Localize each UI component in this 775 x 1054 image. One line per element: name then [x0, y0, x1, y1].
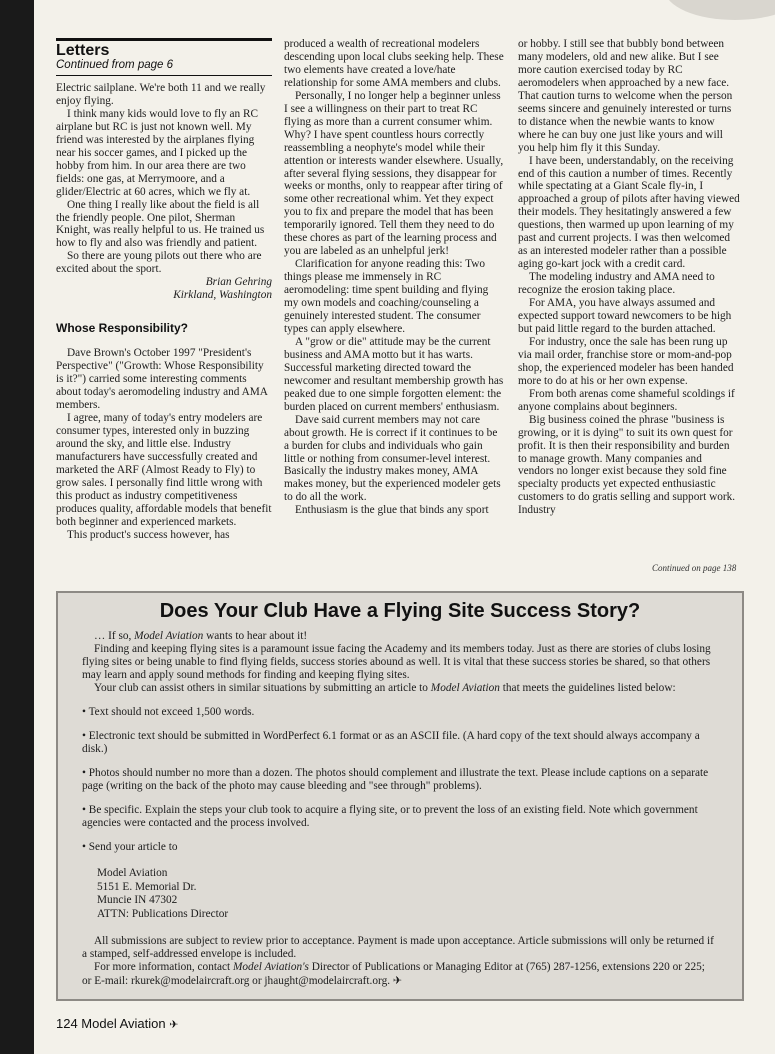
callout-intro-prefix: … If so,: [94, 630, 135, 642]
contact-suffix: Director of Publications or Managing Editor at (765) 287-1256, extensions 220 or 225;: [308, 961, 705, 973]
letters-rule: [56, 38, 272, 41]
article-paragraph: Personally, I no longer help a beginner unless I see a willingness on their part to treat RC flying as more than a current consumer whim. Why? I have spent countless hours correctly reassembling a neophyte's model while their attention or interests wander elsewhere. Usually, after several flying sessions, they disappear for weeks or months, only to reappear after tiring of some other recreational whim. Yet they expect you to fix and prepare the model that has been temporarily ignored. Tell them they need to do these chores as part of the learning process and you are labeled as an unhelpful jerk!: [284, 89, 504, 258]
guideline-bullet: • Electronic text should be submitted in WordPerfect 6.1 format or as an ASCII file. (A hard copy of the text should always accompany a disk.): [82, 730, 700, 755]
callout-title: Does Your Club Have a Flying Site Success Story?: [159, 600, 641, 622]
article-paragraph: produced a wealth of recreational modelers descending upon local clubs seeking help. These two elements have created a love/hate relationship for some AMA members and clubs.: [284, 38, 504, 89]
article-paragraph: For industry, once the sale has been rung up via mail order, franchise store or mom-and-pop shop, the experienced modeler has been handed more to do at his or her own expense.: [518, 335, 734, 387]
article-paragraph: A "grow or die" attitude may be the current business and AMA motto but it has warts. Successful marketing directed toward the newcomer and resultant membership growth has peaked due to one simple forgotten element: the burden placed on current members' enthusiasm.: [284, 335, 504, 413]
letter-paragraph: I think many kids would love to fly an RC airplane but RC is just not known well. My friend was interested by the airplanes flying near his soccer games, and I picked up the hobby from him. In our area there are two fields: one gas, at Merrymoore, and a glider/Electric at 60 acres, which we fly at.: [56, 107, 259, 198]
article-paragraph: Dave Brown's October 1997 "President's Perspective" ("Growth: Whose Responsibility is it?") carried some interesting comments about today's aeromodeling industry and AMA members.: [56, 347, 268, 412]
callout-para2-suffix: that meets the guidelines listed below:: [499, 682, 676, 694]
callout-para2-magazine: Model Aviation: [430, 682, 500, 694]
page-folio: [56, 1016, 178, 1031]
guideline-bullet: • Text should not exceed 1,500 words.: [82, 706, 255, 718]
address-line: 5151 E. Memorial Dr.: [97, 880, 197, 893]
article-paragraph: From both arenas come shameful scoldings if anyone complains about beginners.: [518, 387, 735, 413]
article-paragraph: I agree, many of today's entry modelers are consumer types, interested only in buzzing around the sky, and little else. Industry manufacturers have successfully created and marketed the ARF (Almost Ready to Fly) to grow sales. I personally find little wrong with this product as industry competitiveness produces quality, affordable models that benefit both beginner and experienced markets.: [56, 412, 272, 528]
letter-signature-place: Kirkland, Washington: [173, 289, 272, 302]
callout-paragraph: Finding and keeping flying sites is a paramount issue facing the Academy and its members today. Just as there are stories of clubs losing flying sites or being unable to find flying fields, success stories abound as well. It is vital that these success stories be shared, so that others may learn and apply sound methods for finding and keeping flying sites.: [82, 643, 711, 681]
article-heading: Whose Responsibility?: [56, 321, 189, 336]
article-paragraph: Dave said current members may not care about growth. He is correct if it continues to be a burden for clubs and individuals who gain little or nothing from consumer-level interest. Basically the industry makes money, AMA makes money, but the experienced modeler gets to do all the work.: [284, 413, 501, 504]
address-line: ATTN: Publications Director: [97, 907, 229, 920]
letter-paragraph: Electric sailplane. We're both 11 and we really enjoy flying.: [56, 82, 266, 107]
article-paragraph: or hobby. I still see that bubbly bond between many modelers, old and new alike. But I see more caution exercised today by RC aeromodelers when approached by a new face. That caution turns to welcome when the person seems sincere and genuinely interested or turns to distance when the newbie wants to know where he can buy one just like yours and will you help him fly it this Sunday.: [518, 38, 733, 154]
mailing-address: [97, 867, 718, 921]
contact-info: [82, 961, 718, 974]
letters-title: Letters: [56, 42, 110, 59]
contact-email: [82, 974, 718, 988]
address-line: Model Aviation: [97, 867, 168, 879]
airplane-icon: ✈: [169, 1018, 179, 1031]
airplane-icon: ✈: [392, 974, 403, 987]
article-paragraph: Clarification for anyone reading this: Two things please me immensely in RC aeromodeling: time spent building and flying my own models and coaching/counseling a genuinely interested student. The consumer types can apply elsewhere.: [284, 258, 489, 335]
callout-intro-magazine: Model Aviation: [134, 630, 204, 642]
column-1: [56, 38, 272, 542]
flying-site-callout-box: [56, 591, 744, 1001]
folio-text: 124 Model Aviation: [56, 1016, 166, 1031]
column-3: [518, 38, 740, 517]
scan-edge-shadow: [665, 0, 775, 20]
callout-para2-prefix: Your club can assist others in similar situations by submitting an article to: [94, 682, 431, 694]
article-paragraph: Big business coined the phrase "business is growing, or it is dying" to suit its own quest for profit. It is then their responsibility and burden to manage growth. Many companies and vendors no longer exist because they sold fine specialty products yet expected enthusiastic customers to do gratis selling and support work. Industry: [518, 413, 736, 517]
contact-magazine: Model Aviation's: [232, 961, 309, 973]
letter-paragraph: So there are young pilots out there who are excited about the sport.: [56, 250, 262, 276]
article-paragraph: This product's success however, has: [67, 528, 230, 541]
contact-email-text: or E-mail: rkurek@modelaircraft.org or jhaught@modelaircraft.org.: [82, 975, 391, 987]
article-paragraph: I have been, understandably, on the receiving end of this caution a number of times. Recently while spectating at a Giant Scale fly-in, I approached a group of pilots after having viewed their models. They hesitatingly answered a few questions, then warmed up upon learning of my past and current projects. I was then welcomed as an interested modeler rather than a possible aging go-kart jock with a credit card.: [518, 154, 740, 271]
callout-intro: [82, 630, 718, 643]
address-line: Muncie IN 47302: [97, 894, 178, 906]
submission-note: All submissions are subject to review prior to acceptance. Payment is made upon acceptance. Article submissions will only be returned if a stamped, self-addressed envelope is included.: [82, 935, 714, 960]
guideline-bullet: • Photos should number no more than a dozen. The photos should complement and illustrate the text. Please include captions on a separate page (writing on the back of the photo may cause bleeding and "see through" problems).: [82, 767, 709, 792]
magazine-page: [34, 0, 775, 1054]
article-paragraph: For AMA, you have always assumed and expected support toward newcomers to be high but paid little regard to the burden attached.: [518, 297, 732, 335]
continued-on-label: Continued on page 138: [652, 563, 737, 573]
contact-prefix: For more information, contact: [94, 961, 233, 973]
letters-continued-from: Continued from page 6: [56, 59, 272, 76]
article-paragraph: Enthusiasm is the glue that binds any sport: [295, 504, 489, 517]
guideline-bullet: • Be specific. Explain the steps your club took to acquire a flying site, or to prevent the loss of an existing field. Note which government agencies were contacted and the process involved.: [82, 804, 698, 829]
callout-paragraph: [82, 682, 718, 695]
letter-signature-name: Brian Gehring: [205, 276, 272, 289]
column-2: [284, 38, 504, 517]
callout-intro-suffix: wants to hear about it!: [203, 630, 308, 642]
article-paragraph: The modeling industry and AMA need to recognize the erosion taking place.: [518, 271, 715, 297]
letter-paragraph: One thing I really like about the field is all the friendly people. One pilot, Sherman Knight, was really helpful to us. He trained us how to fly and also was friendly and patient.: [56, 198, 265, 250]
guideline-bullet: • Send your article to: [82, 841, 178, 853]
